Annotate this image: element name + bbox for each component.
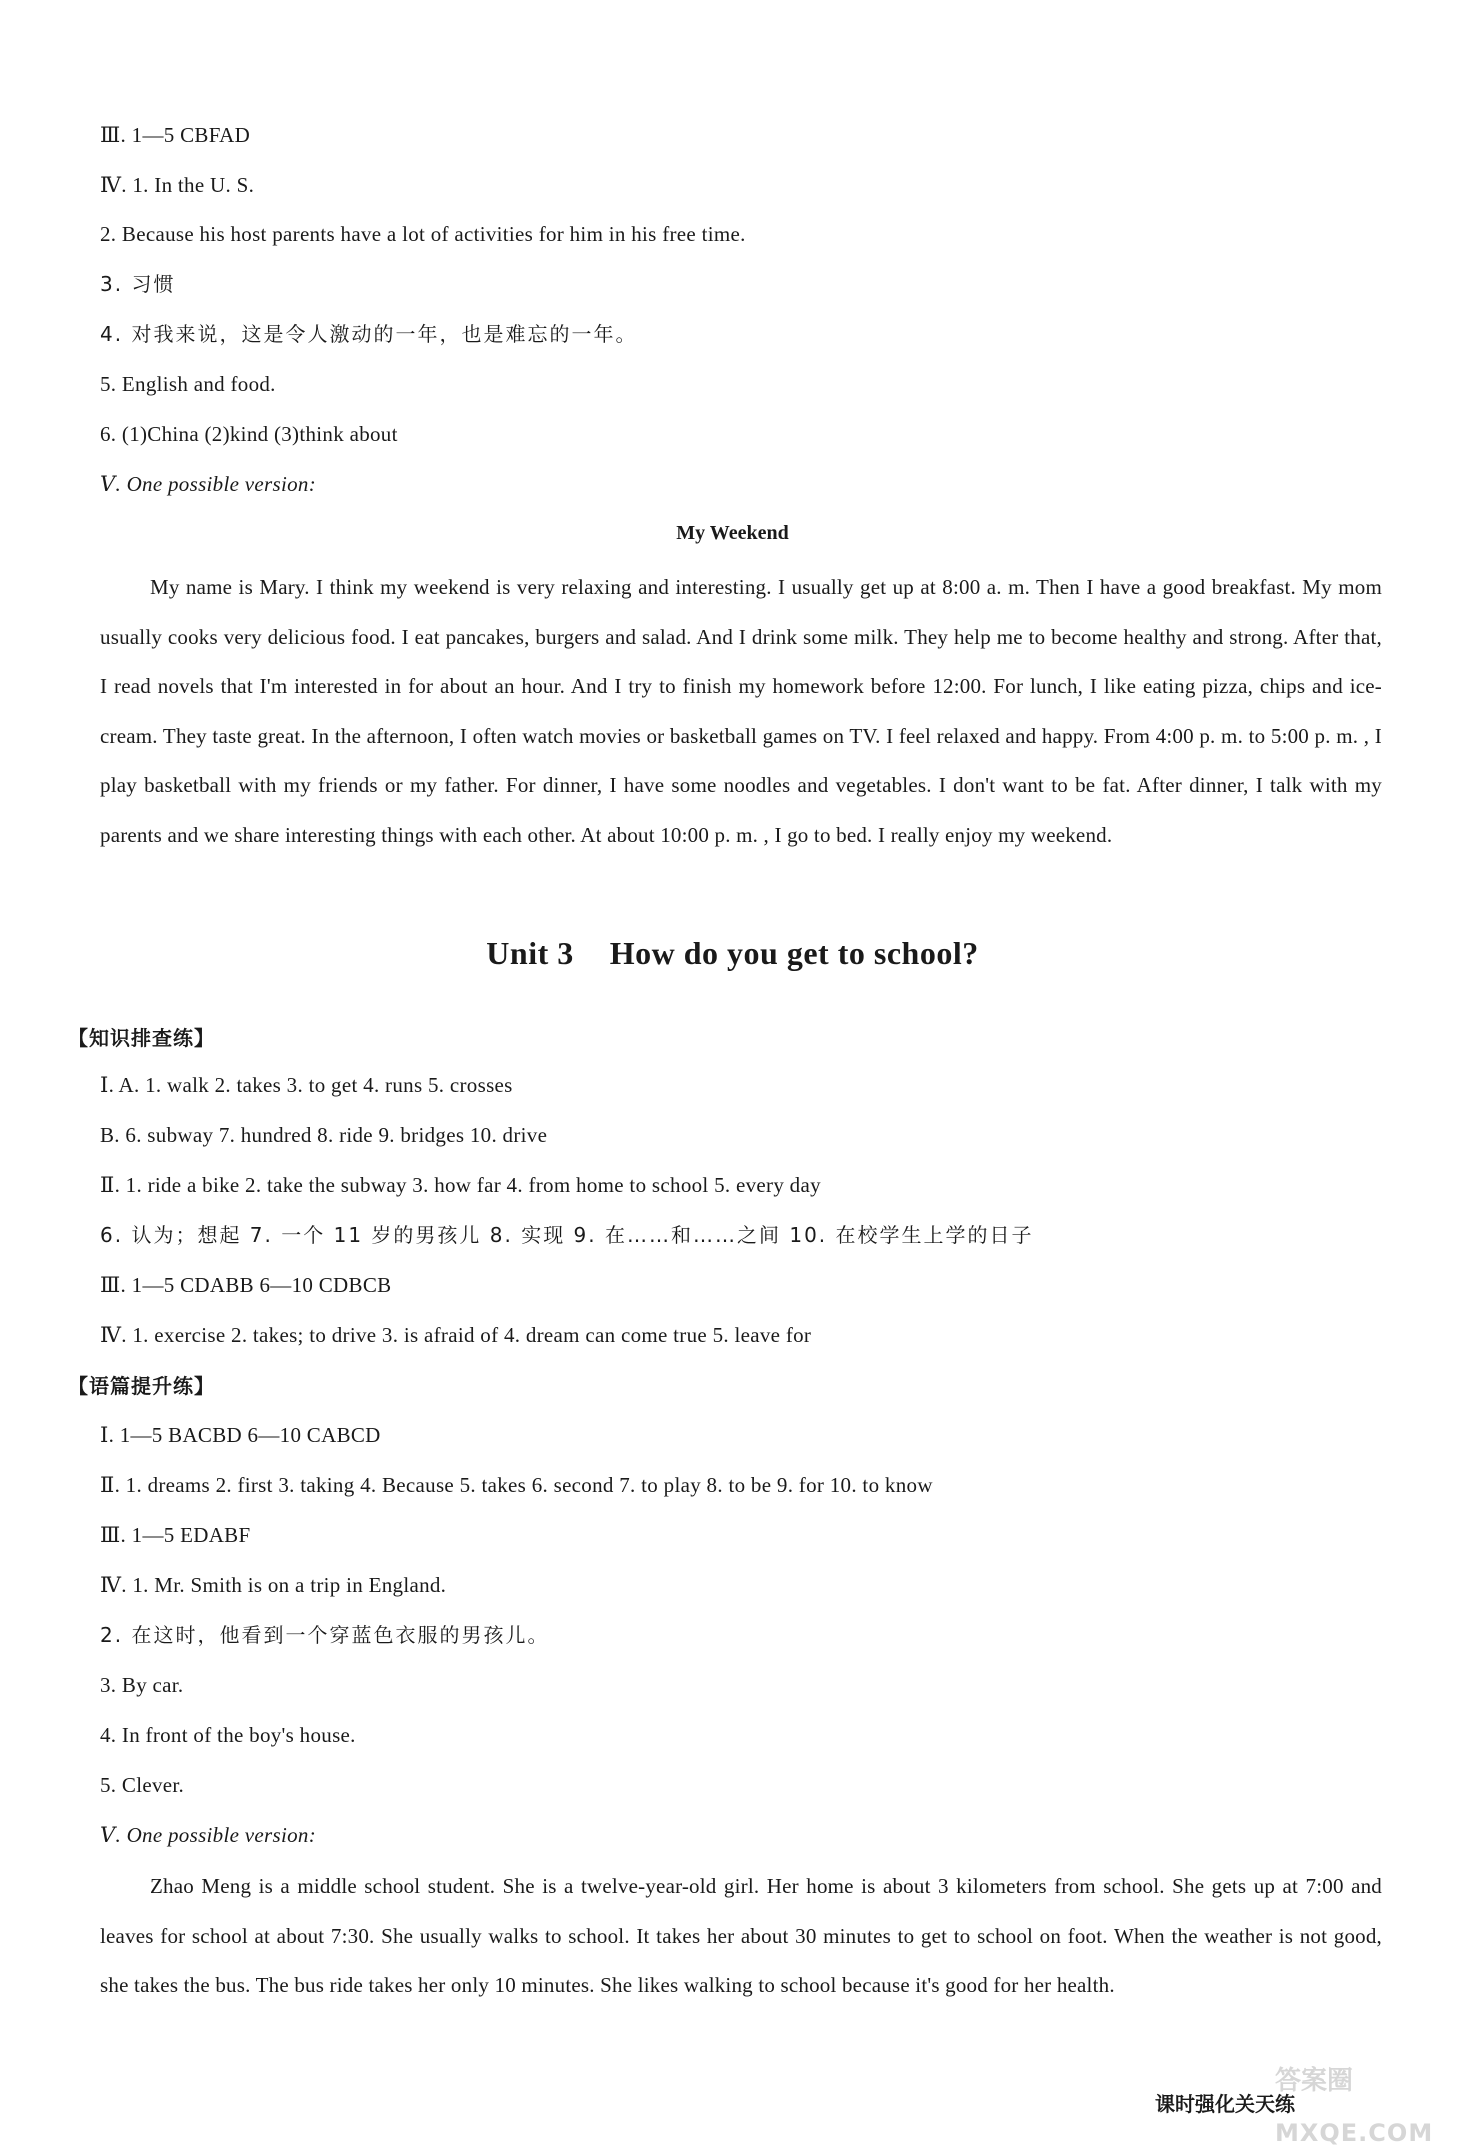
reading-line: 3. By car. [100, 1673, 184, 1697]
knowledge-line: Ⅳ. 1. exercise 2. takes; to drive 3. is afraid of 4. dream can come true 5. leave for [100, 1323, 812, 1347]
answer-line-3-1: Ⅲ. 1—5 CBFAD [100, 123, 251, 147]
footer-book-title: 课时强化关天练 [1155, 2092, 1295, 2116]
reading-line: Ⅲ. 1—5 EDABF [100, 1523, 251, 1547]
section-reading-practice: 【语篇提升练】 [68, 1374, 215, 1398]
knowledge-line: B. 6. subway 7. hundred 8. ride 9. bridges 10. drive [100, 1123, 548, 1147]
knowledge-line: Ⅰ. A. 1. walk 2. takes 3. to get 4. runs 5. crosses [100, 1073, 513, 1097]
answer-line-5-label: Ⅴ. One possible version: [100, 472, 316, 496]
watermark [1275, 2060, 1433, 2147]
essay-title: My Weekend [676, 522, 789, 544]
reading-line: 2. 在这时，他看到一个穿蓝色衣服的男孩儿。 [100, 1623, 550, 1647]
watermark-url: MXQE.COM [1275, 2119, 1434, 2147]
unit-title: How do you get to school? [609, 935, 979, 971]
knowledge-line: 6. 认为；想起 7. 一个 11 岁的男孩儿 8. 实现 9. 在……和……之间 10. 在校学生上学的日子 [100, 1223, 1034, 1247]
reading-line: 5. Clever. [100, 1773, 185, 1797]
answer-line-4-2: 2. Because his host parents have a lot of activities for him in his free time. [100, 222, 746, 246]
knowledge-line: Ⅲ. 1—5 CDABB 6—10 CDBCB [100, 1273, 392, 1297]
reading-line: Ⅴ. One possible version: [100, 1823, 316, 1847]
answer-line-4-4: 4. 对我来说，这是令人激动的一年，也是难忘的一年。 [100, 322, 638, 346]
unit-number: Unit 3 [486, 935, 574, 971]
essay-body-zhao-meng: Zhao Meng is a middle school student. She is a twelve-year-old girl. Her home is about 3 kilometers from school. She gets up at 7:00 and leaves for school at about 7:30. She usually walks to school. It takes her about 30 minutes to get to school on foot. When the weather is not good, she takes the bus. The bus ride takes her only 10 minutes. She likes walking to school because it's good for her health. [100, 1874, 1382, 1998]
reading-line: Ⅱ. 1. dreams 2. first 3. taking 4. Because 5. takes 6. second 7. to play 8. to be 9. for 10. to know [100, 1473, 933, 1497]
reading-line: 4. In front of the boy's house. [100, 1723, 356, 1747]
answer-line-4-6: 6. (1)China (2)kind (3)think about [100, 422, 398, 446]
section-knowledge-practice: 【知识排查练】 [68, 1026, 215, 1050]
answer-line-4-5: 5. English and food. [100, 372, 276, 396]
unit-heading [0, 935, 1465, 972]
knowledge-line: Ⅱ. 1. ride a bike 2. take the subway 3. how far 4. from home to school 5. every day [100, 1173, 821, 1197]
answer-line-4-1: Ⅳ. 1. In the U. S. [100, 173, 255, 197]
essay-body-weekend: My name is Mary. I think my weekend is very relaxing and interesting. I usually get up at 8:00 a. m. Then I have a good breakfast. My mom usually cooks very delicious food. I eat pancakes, burgers and salad. And I drink some milk. They help me to become healthy and strong. After that, I read novels that I'm interested in for about an hour. And I try to finish my homework before 12:00. For lunch, I like eating pizza, chips and ice-cream. They taste great. In the afternoon, I often watch movies or basketball games on TV. I feel relaxed and happy. From 4:00 p. m. to 5:00 p. m. , I play basketball with my friends or my father. For dinner, I have some noodles and vegetables. I don't want to be fat. After dinner, I talk with my parents and we share interesting things with each other. At about 10:00 p. m. , I go to bed. I really enjoy my weekend. [100, 575, 1382, 847]
watermark-text: 答案圈 [1275, 2066, 1354, 2096]
reading-line: Ⅳ. 1. Mr. Smith is on a trip in England. [100, 1573, 447, 1597]
answer-line-4-3: 3. 习惯 [100, 272, 176, 296]
reading-line: Ⅰ. 1—5 BACBD 6—10 CABCD [100, 1423, 381, 1447]
